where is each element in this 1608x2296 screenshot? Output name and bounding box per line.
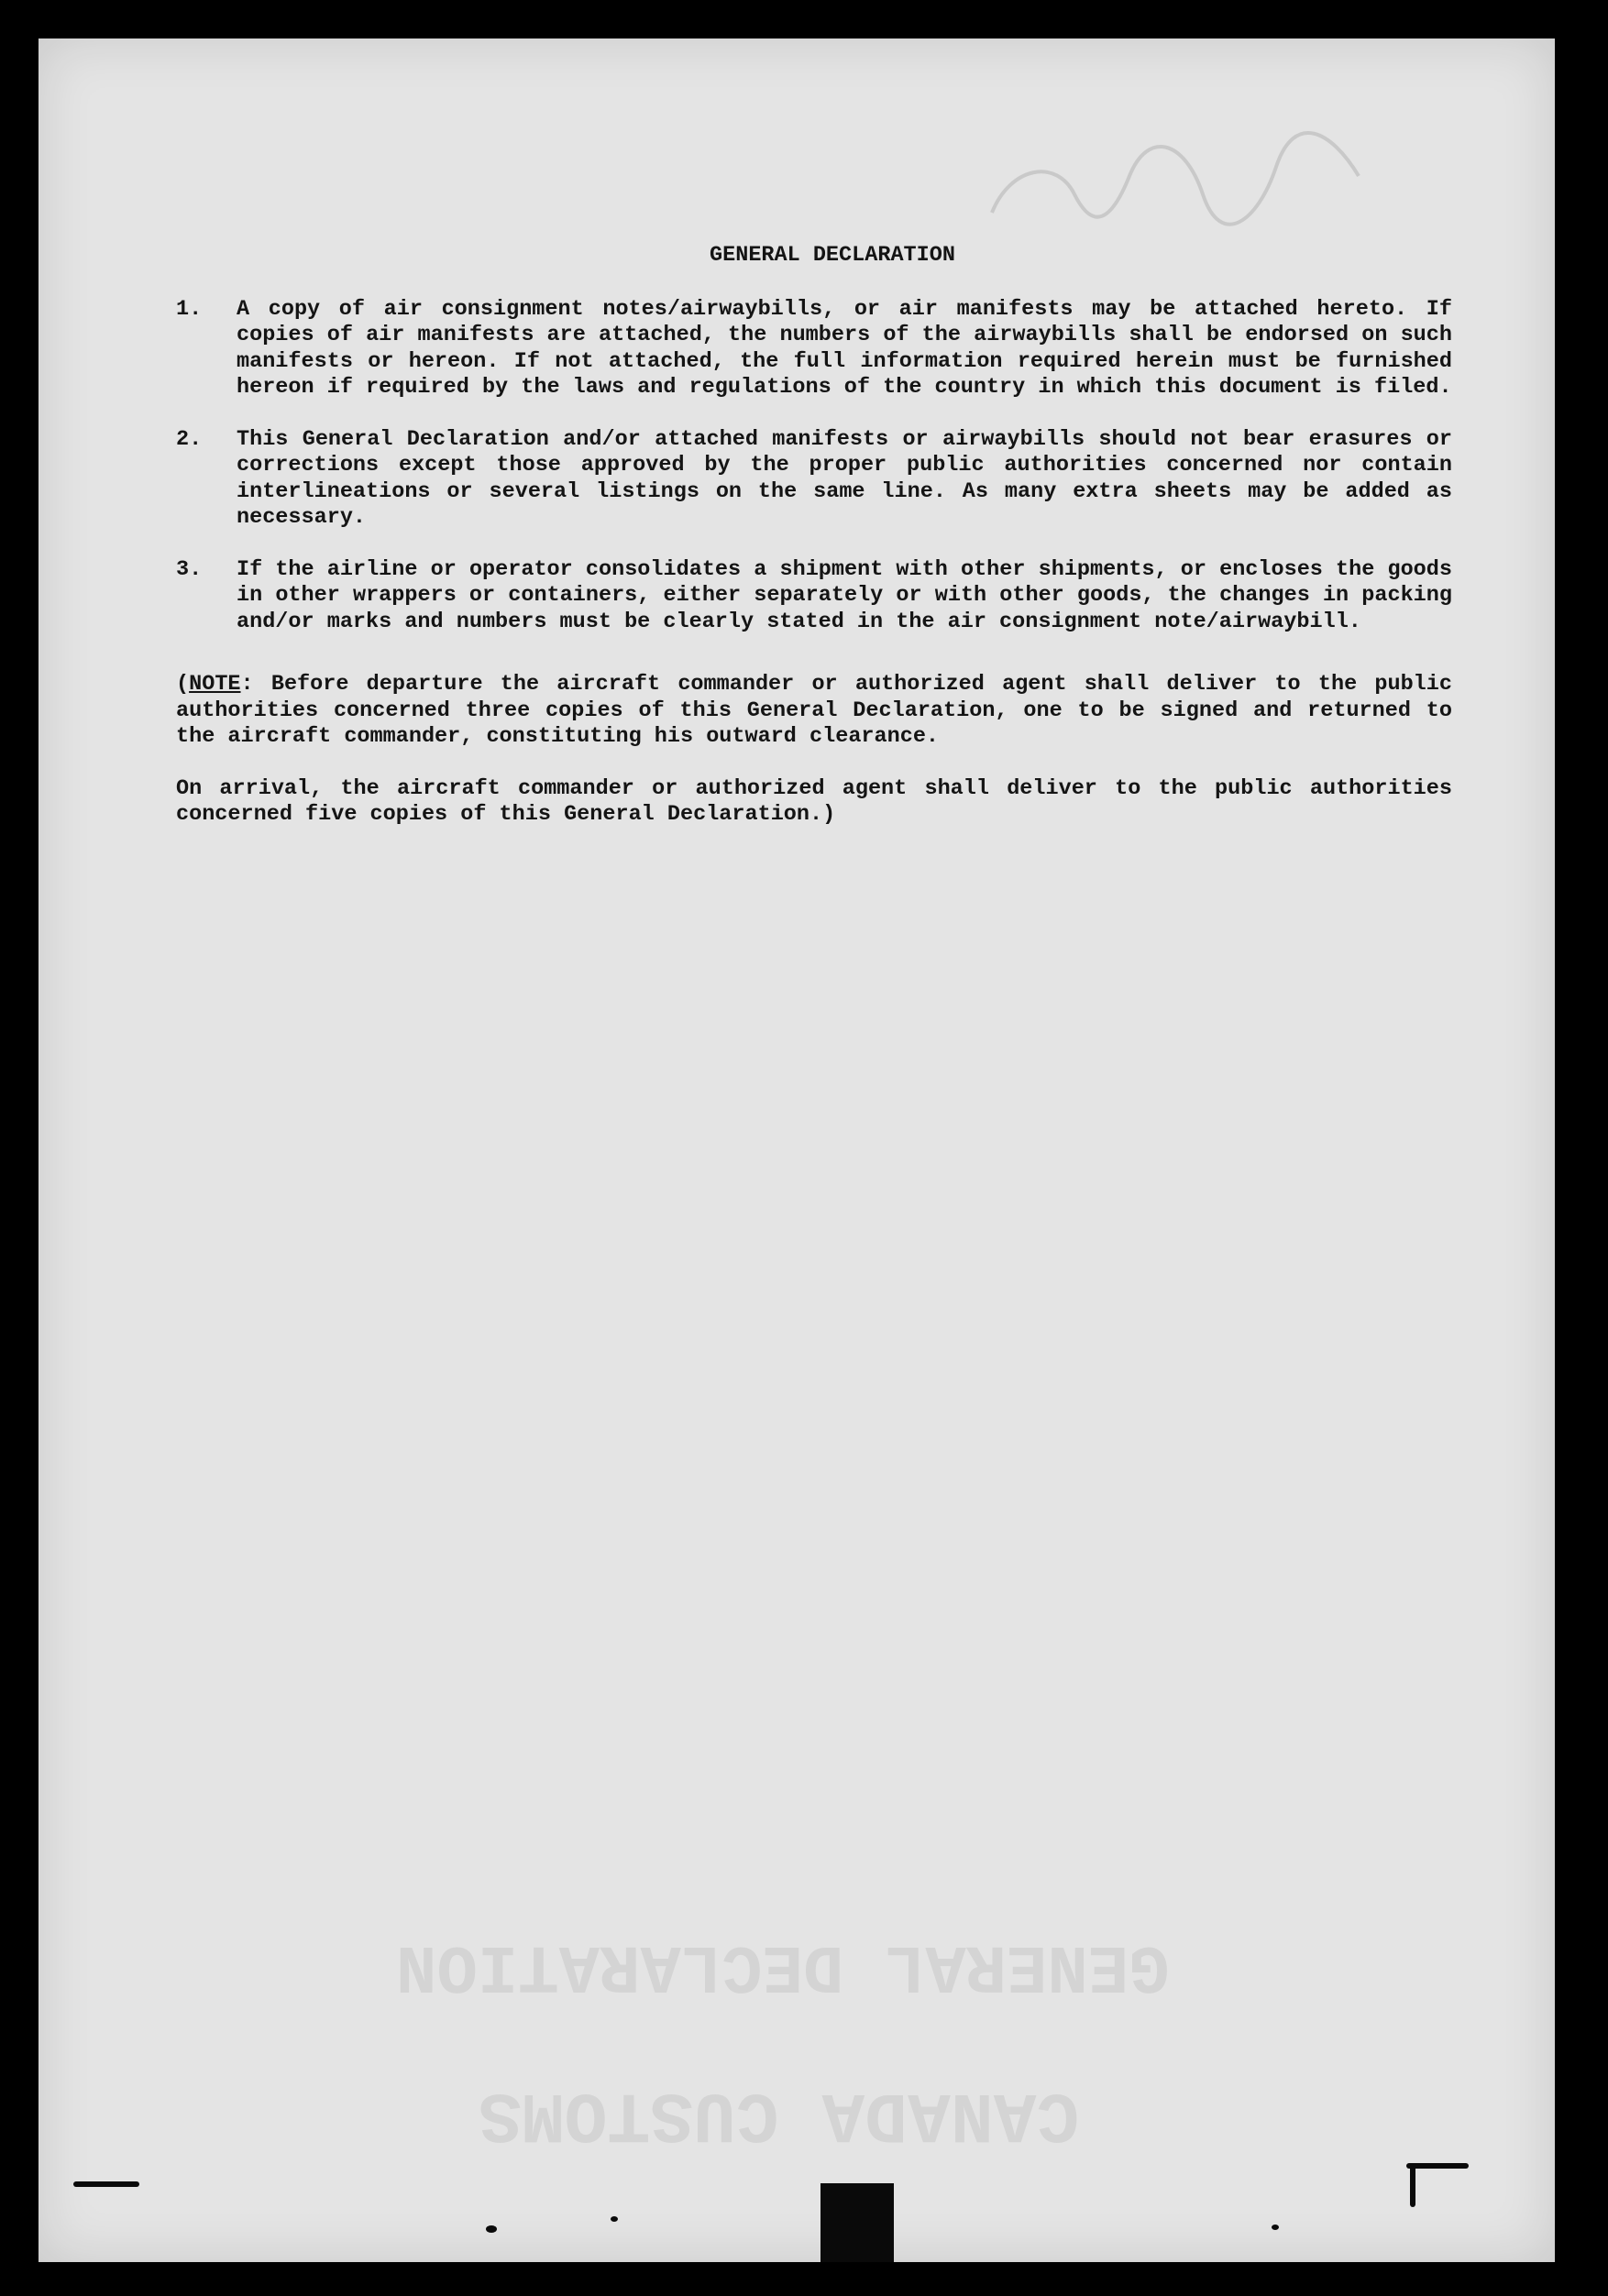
item-number: 3.: [176, 556, 203, 582]
note-paragraph: [176, 672, 1452, 751]
binding-mark-right: [1406, 2163, 1469, 2169]
handwriting-mark: [974, 112, 1377, 240]
page-title: GENERAL DECLARATION: [710, 243, 955, 268]
note-open-paren: (: [176, 672, 190, 697]
item-text: This General Declaration and/or attached manifests or airwaybills should not bear erasures or corrections except those approved by the proper public authorities concerned nor contain interlineations or several listings on the same line. As many extra sheets may be added as necessary.: [237, 426, 1452, 530]
dust-speck: [1272, 2225, 1279, 2230]
dust-speck: [611, 2216, 618, 2222]
note-colon: :: [240, 672, 254, 697]
note-text: Before departure the aircraft commander or authorized agent shall deliver to the public authorities concerned three copies of this General Declaration, one to be signed and returned to the aircraft commander, constituting his outward clearance.: [176, 672, 1452, 749]
bleed-through-line-1: CANADA CUSTOMS: [479, 2073, 1080, 2154]
item-number: 2.: [176, 426, 203, 452]
note-label: NOTE: [189, 672, 241, 697]
dust-speck: [486, 2225, 497, 2233]
binding-mark: [821, 2183, 894, 2262]
declaration-body: [176, 243, 1452, 829]
binding-mark-right-tail: [1410, 2163, 1415, 2207]
binding-mark-left: [73, 2181, 139, 2187]
bleed-through-line-2: GENERAL DECLARATION: [396, 1927, 1170, 2004]
list-item: [176, 297, 1452, 401]
list-item: [176, 427, 1452, 532]
list-item: [176, 557, 1452, 636]
item-text: If the airline or operator consolidates a shipment with other shipments, or encloses the goods in other wrappers or containers, either separately or with other goods, the changes in packing and/or marks and numbers must be clearly stated in the air consignment note/airwaybill.: [237, 556, 1452, 634]
item-text: A copy of air consignment notes/airwaybills, or air manifests may be attached hereto. If copies of air manifests are attached, the numbers of the airwaybills shall be endorsed on such manifests or hereon. If not attached, the full information required herein must be furnished hereon if required by the laws and regulations of the country in which this document is filed.: [237, 296, 1452, 400]
arrival-paragraph: On arrival, the aircraft commander or authorized agent shall deliver to the public authorities concerned five copies of this General Declaration.): [176, 775, 1452, 827]
item-number: 1.: [176, 296, 203, 322]
document-page: [39, 38, 1555, 2262]
